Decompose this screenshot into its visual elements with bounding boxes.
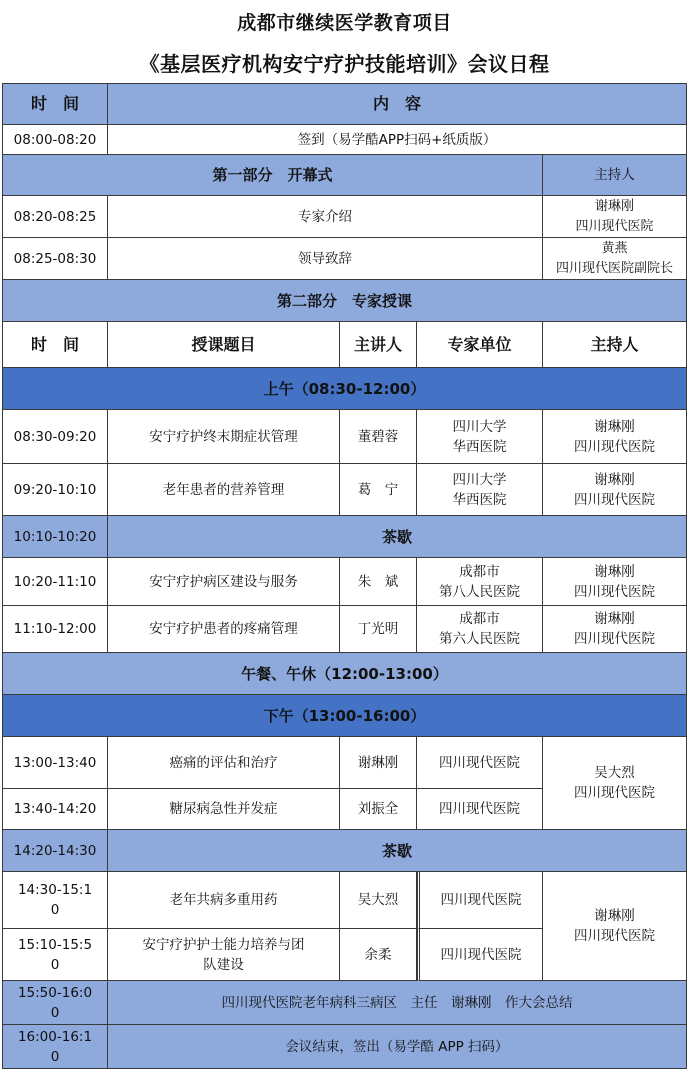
column-header-row [2, 322, 687, 368]
afternoon-label: 下午（13:00-16:00） [2, 695, 687, 737]
header-time: 时 间 [2, 83, 108, 125]
break-label: 茶歇 [108, 516, 687, 558]
session-topic: 安宁疗护护士能力培养与团 队建设 [108, 929, 340, 981]
header-row [2, 83, 687, 125]
opening-time: 08:25-08:30 [2, 238, 108, 280]
session-speaker: 丁光明 [340, 606, 417, 653]
session-org: 四川现代医院 [417, 929, 543, 981]
opening-host: 黄燕 四川现代医院副院长 [543, 238, 687, 280]
session-speaker: 余柔 [340, 929, 417, 981]
session-host: 谢琳刚 四川现代医院 [543, 606, 687, 653]
morning-label: 上午（08:30-12:00） [2, 368, 687, 410]
session-org: 四川现代医院 [417, 789, 543, 830]
afternoon-host-cell [543, 737, 687, 830]
lunch-label: 午餐、午休（12:00-13:00） [2, 653, 687, 695]
late-host-cell [543, 872, 687, 981]
morning-banner [2, 368, 687, 410]
session-row [2, 558, 687, 606]
session-org: 四川大学 华西医院 [417, 410, 543, 464]
session-speaker: 葛 宁 [340, 464, 417, 516]
session-speaker: 刘振全 [340, 789, 417, 830]
session-host: 谢琳刚 四川现代医院 [543, 872, 687, 981]
col-speaker: 主讲人 [340, 322, 417, 368]
session-time: 13:40-14:20 [2, 789, 108, 830]
session-speaker: 朱 斌 [340, 558, 417, 606]
session-topic: 癌痛的评估和治疗 [108, 737, 340, 789]
break-row [2, 516, 687, 558]
session-topic: 老年共病多重用药 [108, 872, 340, 929]
session-time: 14:30-15:1 0 [2, 872, 108, 929]
opening-time: 08:20-08:25 [2, 196, 108, 238]
session-row [2, 606, 687, 653]
session-time: 13:00-13:40 [2, 737, 108, 789]
session-time: 10:20-11:10 [2, 558, 108, 606]
opening-row [2, 196, 687, 238]
session-host: 谢琳刚 四川现代医院 [543, 410, 687, 464]
session-host: 谢琳刚 四川现代医院 [543, 558, 687, 606]
signin-time: 08:00-08:20 [2, 125, 108, 155]
opening-host: 谢琳刚 四川现代医院 [543, 196, 687, 238]
session-topic: 老年患者的营养管理 [108, 464, 340, 516]
session-topic: 安宁疗护终末期症状管理 [108, 410, 340, 464]
document-subtitle: 《基层医疗机构安宁疗护技能培训》会议日程 [139, 52, 550, 76]
summary-time: 15:50-16:0 0 [2, 981, 108, 1025]
break-time: 10:10-10:20 [2, 516, 108, 558]
session-speaker: 吴大烈 [340, 872, 417, 929]
afternoon-banner [2, 695, 687, 737]
summary-row [2, 981, 687, 1025]
summary-content: 四川现代医院老年病科三病区 主任 谢琳刚 作大会总结 [108, 981, 687, 1025]
part1-host-label: 主持人 [543, 155, 687, 196]
col-host: 主持人 [543, 322, 687, 368]
opening-row [2, 238, 687, 280]
part2-row [2, 280, 687, 322]
session-row [2, 464, 687, 516]
session-speaker: 董碧蓉 [340, 410, 417, 464]
break-label: 茶歇 [108, 830, 687, 872]
session-topic: 安宁疗护患者的疼痛管理 [108, 606, 340, 653]
session-speaker: 谢琳刚 [340, 737, 417, 789]
part2-title: 第二部分 专家授课 [2, 280, 687, 322]
lunch-row [2, 653, 687, 695]
session-host: 吴大烈 四川现代医院 [543, 737, 687, 830]
session-time: 15:10-15:5 0 [2, 929, 108, 981]
session-host: 谢琳刚 四川现代医院 [543, 464, 687, 516]
col-org: 专家单位 [417, 322, 543, 368]
session-org: 成都市 第六人民医院 [417, 606, 543, 653]
session-org: 四川大学 华西医院 [417, 464, 543, 516]
opening-content: 专家介绍 [108, 196, 543, 238]
part1-title: 第一部分 开幕式 [2, 155, 543, 196]
break-time: 14:20-14:30 [2, 830, 108, 872]
session-org: 成都市 第八人民医院 [417, 558, 543, 606]
session-row [2, 410, 687, 464]
col-time: 时 间 [2, 322, 108, 368]
signin-content: 签到（易学酷APP扫码+纸质版） [108, 125, 687, 155]
signin-row [2, 125, 687, 155]
document-title: 成都市继续医学教育项目 [237, 12, 452, 34]
session-org: 四川现代医院 [417, 872, 543, 929]
session-time: 09:20-10:10 [2, 464, 108, 516]
session-topic: 糖尿病急性并发症 [108, 789, 340, 830]
closing-time: 16:00-16:1 0 [2, 1025, 108, 1069]
break-row [2, 830, 687, 872]
closing-content: 会议结束，签出（易学酷 APP 扫码） [108, 1025, 687, 1069]
part1-row [2, 155, 687, 196]
opening-content: 领导致辞 [108, 238, 543, 280]
header-content: 内 容 [108, 83, 687, 125]
session-time: 08:30-09:20 [2, 410, 108, 464]
closing-row [2, 1025, 687, 1069]
col-topic: 授课题目 [108, 322, 340, 368]
session-topic: 安宁疗护病区建设与服务 [108, 558, 340, 606]
session-org: 四川现代医院 [417, 737, 543, 789]
session-time: 11:10-12:00 [2, 606, 108, 653]
